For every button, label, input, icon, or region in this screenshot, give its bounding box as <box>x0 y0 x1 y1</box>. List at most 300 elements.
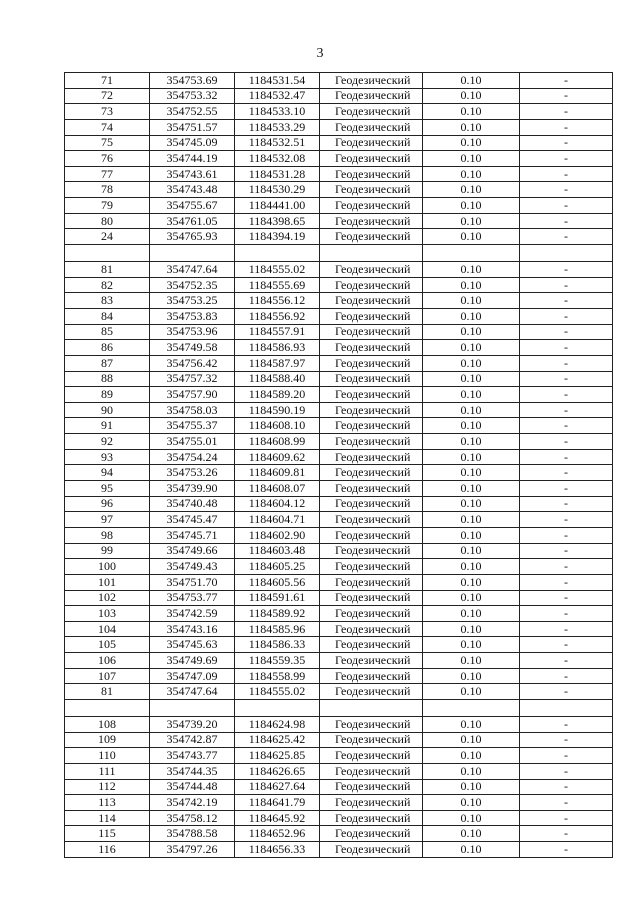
accuracy-cell: 0.10 <box>423 104 520 120</box>
method-cell: Геодезический <box>320 559 423 575</box>
table-row <box>65 371 613 387</box>
table-row <box>65 481 613 497</box>
point-number-cell: 100 <box>65 559 150 575</box>
table-row <box>65 653 613 669</box>
note-cell: - <box>520 559 613 575</box>
y-coordinate-cell: 1184641.79 <box>235 795 320 811</box>
accuracy-cell: 0.10 <box>423 182 520 198</box>
method-cell: Геодезический <box>320 606 423 622</box>
accuracy-cell: 0.10 <box>423 795 520 811</box>
table-row <box>65 213 613 229</box>
method-cell: Геодезический <box>320 716 423 732</box>
accuracy-cell: 0.10 <box>423 213 520 229</box>
x-coordinate-cell: 354744.19 <box>150 151 235 167</box>
accuracy-cell: 0.10 <box>423 559 520 575</box>
point-number-cell: 108 <box>65 716 150 732</box>
empty-cell <box>150 245 235 262</box>
method-cell: Геодезический <box>320 637 423 653</box>
accuracy-cell: 0.10 <box>423 810 520 826</box>
point-number-cell: 86 <box>65 340 150 356</box>
method-cell: Геодезический <box>320 213 423 229</box>
accuracy-cell: 0.10 <box>423 763 520 779</box>
method-cell: Геодезический <box>320 229 423 245</box>
x-coordinate-cell: 354751.57 <box>150 119 235 135</box>
table-row <box>65 512 613 528</box>
point-number-cell: 87 <box>65 355 150 371</box>
method-cell: Геодезический <box>320 810 423 826</box>
y-coordinate-cell: 1184586.93 <box>235 340 320 356</box>
accuracy-cell: 0.10 <box>423 293 520 309</box>
note-cell: - <box>520 574 613 590</box>
table-row <box>65 449 613 465</box>
x-coordinate-cell: 354743.77 <box>150 748 235 764</box>
table-row <box>65 559 613 575</box>
x-coordinate-cell: 354753.83 <box>150 308 235 324</box>
method-cell: Геодезический <box>320 621 423 637</box>
y-coordinate-cell: 1184555.02 <box>235 684 320 700</box>
x-coordinate-cell: 354753.32 <box>150 88 235 104</box>
point-number-cell: 96 <box>65 496 150 512</box>
accuracy-cell: 0.10 <box>423 340 520 356</box>
method-cell: Геодезический <box>320 748 423 764</box>
method-cell: Геодезический <box>320 104 423 120</box>
x-coordinate-cell: 354765.93 <box>150 229 235 245</box>
table-row <box>65 119 613 135</box>
y-coordinate-cell: 1184626.65 <box>235 763 320 779</box>
y-coordinate-cell: 1184591.61 <box>235 590 320 606</box>
point-number-cell: 72 <box>65 88 150 104</box>
accuracy-cell: 0.10 <box>423 732 520 748</box>
y-coordinate-cell: 1184586.33 <box>235 637 320 653</box>
y-coordinate-cell: 1184608.99 <box>235 434 320 450</box>
empty-cell <box>65 245 150 262</box>
note-cell: - <box>520 182 613 198</box>
accuracy-cell: 0.10 <box>423 73 520 89</box>
x-coordinate-cell: 354747.64 <box>150 684 235 700</box>
point-number-cell: 88 <box>65 371 150 387</box>
point-number-cell: 76 <box>65 151 150 167</box>
accuracy-cell: 0.10 <box>423 716 520 732</box>
accuracy-cell: 0.10 <box>423 684 520 700</box>
accuracy-cell: 0.10 <box>423 324 520 340</box>
table-row <box>65 795 613 811</box>
y-coordinate-cell: 1184555.69 <box>235 277 320 293</box>
method-cell: Геодезический <box>320 779 423 795</box>
page-number: 3 <box>316 46 324 61</box>
accuracy-cell: 0.10 <box>423 606 520 622</box>
x-coordinate-cell: 354753.69 <box>150 73 235 89</box>
accuracy-cell: 0.10 <box>423 637 520 653</box>
table-row <box>65 732 613 748</box>
x-coordinate-cell: 354743.61 <box>150 166 235 182</box>
y-coordinate-cell: 1184556.92 <box>235 308 320 324</box>
y-coordinate-cell: 1184652.96 <box>235 826 320 842</box>
accuracy-cell: 0.10 <box>423 590 520 606</box>
empty-cell <box>150 699 235 716</box>
table-row <box>65 402 613 418</box>
point-number-cell: 24 <box>65 229 150 245</box>
table-row <box>65 826 613 842</box>
x-coordinate-cell: 354755.01 <box>150 434 235 450</box>
point-number-cell: 82 <box>65 277 150 293</box>
point-number-cell: 78 <box>65 182 150 198</box>
x-coordinate-cell: 354749.43 <box>150 559 235 575</box>
note-cell: - <box>520 606 613 622</box>
method-cell: Геодезический <box>320 574 423 590</box>
table-row <box>65 198 613 214</box>
y-coordinate-cell: 1184624.98 <box>235 716 320 732</box>
note-cell: - <box>520 151 613 167</box>
note-cell: - <box>520 543 613 559</box>
note-cell: - <box>520 512 613 528</box>
table-row <box>65 434 613 450</box>
accuracy-cell: 0.10 <box>423 371 520 387</box>
method-cell: Геодезический <box>320 262 423 278</box>
x-coordinate-cell: 354749.58 <box>150 340 235 356</box>
group-separator-row <box>65 699 613 716</box>
y-coordinate-cell: 1184625.42 <box>235 732 320 748</box>
table-row <box>65 465 613 481</box>
method-cell: Геодезический <box>320 418 423 434</box>
note-cell: - <box>520 653 613 669</box>
table-row <box>65 277 613 293</box>
accuracy-cell: 0.10 <box>423 826 520 842</box>
accuracy-cell: 0.10 <box>423 668 520 684</box>
accuracy-cell: 0.10 <box>423 574 520 590</box>
accuracy-cell: 0.10 <box>423 842 520 858</box>
point-number-cell: 102 <box>65 590 150 606</box>
accuracy-cell: 0.10 <box>423 434 520 450</box>
y-coordinate-cell: 1184533.29 <box>235 119 320 135</box>
x-coordinate-cell: 354747.64 <box>150 262 235 278</box>
accuracy-cell: 0.10 <box>423 527 520 543</box>
note-cell: - <box>520 779 613 795</box>
table-row <box>65 182 613 198</box>
method-cell: Геодезический <box>320 119 423 135</box>
point-number-cell: 83 <box>65 293 150 309</box>
x-coordinate-cell: 354743.16 <box>150 621 235 637</box>
x-coordinate-cell: 354744.48 <box>150 779 235 795</box>
point-number-cell: 101 <box>65 574 150 590</box>
accuracy-cell: 0.10 <box>423 198 520 214</box>
accuracy-cell: 0.10 <box>423 135 520 151</box>
accuracy-cell: 0.10 <box>423 166 520 182</box>
empty-cell <box>423 245 520 262</box>
x-coordinate-cell: 354758.12 <box>150 810 235 826</box>
accuracy-cell: 0.10 <box>423 387 520 403</box>
table-row <box>65 135 613 151</box>
note-cell: - <box>520 88 613 104</box>
method-cell: Геодезический <box>320 355 423 371</box>
empty-cell <box>235 245 320 262</box>
method-cell: Геодезический <box>320 182 423 198</box>
y-coordinate-cell: 1184609.62 <box>235 449 320 465</box>
note-cell: - <box>520 73 613 89</box>
y-coordinate-cell: 1184530.29 <box>235 182 320 198</box>
note-cell: - <box>520 198 613 214</box>
y-coordinate-cell: 1184556.12 <box>235 293 320 309</box>
note-cell: - <box>520 810 613 826</box>
note-cell: - <box>520 842 613 858</box>
accuracy-cell: 0.10 <box>423 748 520 764</box>
point-number-cell: 73 <box>65 104 150 120</box>
x-coordinate-cell: 354739.20 <box>150 716 235 732</box>
x-coordinate-cell: 354755.67 <box>150 198 235 214</box>
x-coordinate-cell: 354752.55 <box>150 104 235 120</box>
accuracy-cell: 0.10 <box>423 119 520 135</box>
table-row <box>65 527 613 543</box>
accuracy-cell: 0.10 <box>423 779 520 795</box>
empty-cell <box>423 699 520 716</box>
x-coordinate-cell: 354753.25 <box>150 293 235 309</box>
x-coordinate-cell: 354751.70 <box>150 574 235 590</box>
note-cell: - <box>520 637 613 653</box>
point-number-cell: 116 <box>65 842 150 858</box>
x-coordinate-cell: 354757.90 <box>150 387 235 403</box>
y-coordinate-cell: 1184608.10 <box>235 418 320 434</box>
note-cell: - <box>520 418 613 434</box>
point-number-cell: 115 <box>65 826 150 842</box>
x-coordinate-cell: 354740.48 <box>150 496 235 512</box>
point-number-cell: 111 <box>65 763 150 779</box>
table-row <box>65 293 613 309</box>
note-cell: - <box>520 465 613 481</box>
x-coordinate-cell: 354742.87 <box>150 732 235 748</box>
note-cell: - <box>520 621 613 637</box>
point-number-cell: 81 <box>65 684 150 700</box>
y-coordinate-cell: 1184441.00 <box>235 198 320 214</box>
x-coordinate-cell: 354744.35 <box>150 763 235 779</box>
point-number-cell: 110 <box>65 748 150 764</box>
accuracy-cell: 0.10 <box>423 277 520 293</box>
note-cell: - <box>520 387 613 403</box>
point-number-cell: 80 <box>65 213 150 229</box>
x-coordinate-cell: 354757.32 <box>150 371 235 387</box>
note-cell: - <box>520 119 613 135</box>
method-cell: Геодезический <box>320 590 423 606</box>
y-coordinate-cell: 1184557.91 <box>235 324 320 340</box>
method-cell: Геодезический <box>320 653 423 669</box>
note-cell: - <box>520 732 613 748</box>
y-coordinate-cell: 1184608.07 <box>235 481 320 497</box>
point-number-cell: 79 <box>65 198 150 214</box>
y-coordinate-cell: 1184605.56 <box>235 574 320 590</box>
method-cell: Геодезический <box>320 668 423 684</box>
accuracy-cell: 0.10 <box>423 262 520 278</box>
point-number-cell: 81 <box>65 262 150 278</box>
x-coordinate-cell: 354761.05 <box>150 213 235 229</box>
method-cell: Геодезический <box>320 795 423 811</box>
note-cell: - <box>520 277 613 293</box>
table-row <box>65 842 613 858</box>
table-row <box>65 355 613 371</box>
point-number-cell: 77 <box>65 166 150 182</box>
accuracy-cell: 0.10 <box>423 512 520 528</box>
table-row <box>65 684 613 700</box>
method-cell: Геодезический <box>320 543 423 559</box>
y-coordinate-cell: 1184555.02 <box>235 262 320 278</box>
point-number-cell: 71 <box>65 73 150 89</box>
method-cell: Геодезический <box>320 434 423 450</box>
x-coordinate-cell: 354754.24 <box>150 449 235 465</box>
point-number-cell: 106 <box>65 653 150 669</box>
table-row <box>65 810 613 826</box>
note-cell: - <box>520 262 613 278</box>
y-coordinate-cell: 1184398.65 <box>235 213 320 229</box>
x-coordinate-cell: 354745.63 <box>150 637 235 653</box>
x-coordinate-cell: 354749.69 <box>150 653 235 669</box>
empty-cell <box>520 699 613 716</box>
point-number-cell: 85 <box>65 324 150 340</box>
x-coordinate-cell: 354753.96 <box>150 324 235 340</box>
empty-cell <box>320 699 423 716</box>
accuracy-cell: 0.10 <box>423 481 520 497</box>
y-coordinate-cell: 1184604.71 <box>235 512 320 528</box>
note-cell: - <box>520 590 613 606</box>
table-row <box>65 151 613 167</box>
empty-cell <box>235 699 320 716</box>
accuracy-cell: 0.10 <box>423 496 520 512</box>
method-cell: Геодезический <box>320 340 423 356</box>
y-coordinate-cell: 1184559.35 <box>235 653 320 669</box>
table-row <box>65 574 613 590</box>
table-row <box>65 324 613 340</box>
table-row <box>65 73 613 89</box>
point-number-cell: 74 <box>65 119 150 135</box>
method-cell: Геодезический <box>320 842 423 858</box>
x-coordinate-cell: 354752.35 <box>150 277 235 293</box>
method-cell: Геодезический <box>320 465 423 481</box>
accuracy-cell: 0.10 <box>423 465 520 481</box>
note-cell: - <box>520 668 613 684</box>
table-row <box>65 668 613 684</box>
x-coordinate-cell: 354742.19 <box>150 795 235 811</box>
method-cell: Геодезический <box>320 151 423 167</box>
x-coordinate-cell: 354745.47 <box>150 512 235 528</box>
y-coordinate-cell: 1184585.96 <box>235 621 320 637</box>
method-cell: Геодезический <box>320 166 423 182</box>
y-coordinate-cell: 1184645.92 <box>235 810 320 826</box>
table-row <box>65 637 613 653</box>
accuracy-cell: 0.10 <box>423 449 520 465</box>
table-row <box>65 104 613 120</box>
note-cell: - <box>520 135 613 151</box>
y-coordinate-cell: 1184609.81 <box>235 465 320 481</box>
note-cell: - <box>520 763 613 779</box>
point-number-cell: 93 <box>65 449 150 465</box>
method-cell: Геодезический <box>320 826 423 842</box>
note-cell: - <box>520 166 613 182</box>
y-coordinate-cell: 1184590.19 <box>235 402 320 418</box>
table-row <box>65 543 613 559</box>
table-row <box>65 748 613 764</box>
method-cell: Геодезический <box>320 449 423 465</box>
note-cell: - <box>520 481 613 497</box>
table-row <box>65 387 613 403</box>
x-coordinate-cell: 354756.42 <box>150 355 235 371</box>
x-coordinate-cell: 354753.26 <box>150 465 235 481</box>
accuracy-cell: 0.10 <box>423 402 520 418</box>
y-coordinate-cell: 1184531.54 <box>235 73 320 89</box>
point-number-cell: 109 <box>65 732 150 748</box>
y-coordinate-cell: 1184532.51 <box>235 135 320 151</box>
point-number-cell: 107 <box>65 668 150 684</box>
x-coordinate-cell: 354745.71 <box>150 527 235 543</box>
method-cell: Геодезический <box>320 73 423 89</box>
note-cell: - <box>520 527 613 543</box>
note-cell: - <box>520 795 613 811</box>
note-cell: - <box>520 684 613 700</box>
table-row <box>65 418 613 434</box>
point-number-cell: 95 <box>65 481 150 497</box>
point-number-cell: 91 <box>65 418 150 434</box>
y-coordinate-cell: 1184531.28 <box>235 166 320 182</box>
table-row <box>65 763 613 779</box>
empty-cell <box>65 699 150 716</box>
method-cell: Геодезический <box>320 135 423 151</box>
note-cell: - <box>520 716 613 732</box>
table-row <box>65 716 613 732</box>
point-number-cell: 112 <box>65 779 150 795</box>
point-number-cell: 89 <box>65 387 150 403</box>
table-row <box>65 606 613 622</box>
note-cell: - <box>520 308 613 324</box>
note-cell: - <box>520 104 613 120</box>
x-coordinate-cell: 354743.48 <box>150 182 235 198</box>
x-coordinate-cell: 354749.66 <box>150 543 235 559</box>
x-coordinate-cell: 354755.37 <box>150 418 235 434</box>
x-coordinate-cell: 354747.09 <box>150 668 235 684</box>
point-number-cell: 84 <box>65 308 150 324</box>
accuracy-cell: 0.10 <box>423 151 520 167</box>
y-coordinate-cell: 1184603.48 <box>235 543 320 559</box>
table-row <box>65 621 613 637</box>
coordinates-table <box>64 72 613 858</box>
method-cell: Геодезический <box>320 684 423 700</box>
y-coordinate-cell: 1184602.90 <box>235 527 320 543</box>
accuracy-cell: 0.10 <box>423 355 520 371</box>
y-coordinate-cell: 1184558.99 <box>235 668 320 684</box>
y-coordinate-cell: 1184589.20 <box>235 387 320 403</box>
x-coordinate-cell: 354758.03 <box>150 402 235 418</box>
method-cell: Геодезический <box>320 763 423 779</box>
method-cell: Геодезический <box>320 277 423 293</box>
point-number-cell: 90 <box>65 402 150 418</box>
method-cell: Геодезический <box>320 324 423 340</box>
coordinates-table-body <box>65 73 613 858</box>
method-cell: Геодезический <box>320 198 423 214</box>
method-cell: Геодезический <box>320 308 423 324</box>
note-cell: - <box>520 340 613 356</box>
y-coordinate-cell: 1184394.19 <box>235 229 320 245</box>
method-cell: Геодезический <box>320 732 423 748</box>
point-number-cell: 114 <box>65 810 150 826</box>
x-coordinate-cell: 354788.58 <box>150 826 235 842</box>
table-row <box>65 340 613 356</box>
y-coordinate-cell: 1184656.33 <box>235 842 320 858</box>
note-cell: - <box>520 449 613 465</box>
point-number-cell: 92 <box>65 434 150 450</box>
point-number-cell: 97 <box>65 512 150 528</box>
note-cell: - <box>520 748 613 764</box>
point-number-cell: 105 <box>65 637 150 653</box>
accuracy-cell: 0.10 <box>423 418 520 434</box>
note-cell: - <box>520 434 613 450</box>
note-cell: - <box>520 371 613 387</box>
x-coordinate-cell: 354753.77 <box>150 590 235 606</box>
method-cell: Геодезический <box>320 481 423 497</box>
table-row <box>65 779 613 795</box>
